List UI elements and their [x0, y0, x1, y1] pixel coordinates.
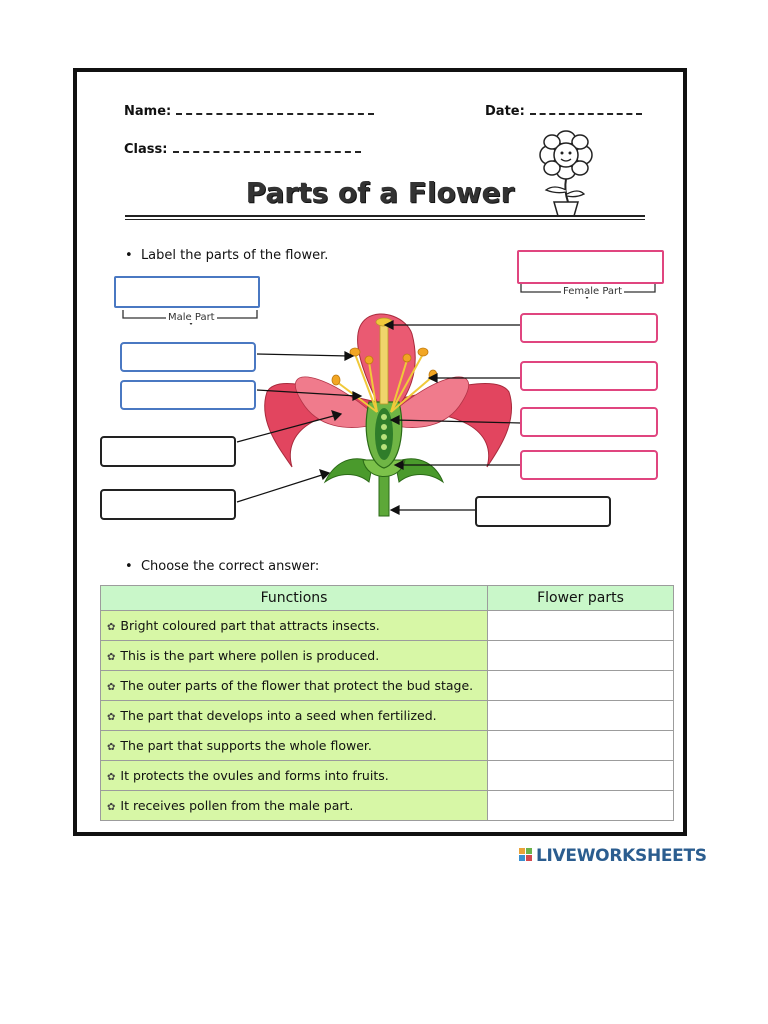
answer-box-female-2[interactable] [520, 361, 658, 391]
answer-box-female-part-title[interactable] [517, 250, 664, 284]
function-cell: ✿ The outer parts of the flower that protect the bud stage. [101, 671, 488, 701]
answer-cell[interactable] [488, 641, 674, 671]
flower-bullet-icon: ✿ [107, 742, 116, 753]
answer-box-male-part-title[interactable] [114, 276, 260, 308]
answer-box-male-2[interactable] [120, 380, 256, 410]
table-row [101, 701, 674, 731]
answer-box-male-1[interactable] [120, 342, 256, 372]
function-cell: ✿ The part that supports the whole flower. [101, 731, 488, 761]
ovule [381, 444, 387, 450]
liveworksheets-logo-text: LIVEWORKSHEETS [536, 846, 707, 866]
flower-bullet-icon: ✿ [107, 772, 116, 783]
function-cell: ✿ The part that develops into a seed when fertilized. [101, 701, 488, 731]
table-row [101, 611, 674, 641]
instruction-label-parts: • Label the parts of the flower. [125, 248, 329, 263]
function-cell: ✿ This is the part where pollen is produced. [101, 641, 488, 671]
answer-cell[interactable] [488, 791, 674, 821]
functions-header: Functions [101, 586, 488, 611]
flower-parts-header: Flower parts [488, 586, 674, 611]
male-part-label: Male Part [168, 312, 215, 323]
flower-bullet-icon: ✿ [107, 712, 116, 723]
ovule [381, 424, 387, 430]
flower-bullet-icon: ✿ [107, 622, 116, 633]
table-header-row [101, 586, 674, 611]
ovule [381, 414, 387, 420]
name-label: Name: [124, 104, 172, 119]
answer-cell[interactable] [488, 761, 674, 791]
liveworksheets-logo[interactable] [519, 846, 707, 866]
function-cell: ✿ It protects the ovules and forms into fruits. [101, 761, 488, 791]
date-label: Date: [485, 104, 525, 119]
answer-cell[interactable] [488, 731, 674, 761]
function-cell: ✿ Bright coloured part that attracts insects. [101, 611, 488, 641]
bullet-icon: • [125, 559, 141, 574]
answer-cell[interactable] [488, 671, 674, 701]
table-row [101, 731, 674, 761]
function-cell: ✿ It receives pollen from the male part. [101, 791, 488, 821]
page-title: Parts of a Flower [245, 176, 515, 209]
answer-box-female-4[interactable] [520, 450, 658, 480]
answer-box-left-1[interactable] [100, 436, 236, 467]
flower-bullet-icon: ✿ [107, 652, 116, 663]
answer-box-right-stem[interactable] [475, 496, 611, 527]
answer-cell[interactable] [488, 611, 674, 641]
flower-bullet-icon: ✿ [107, 682, 116, 693]
answer-box-female-1[interactable] [520, 313, 658, 343]
ovule [381, 434, 387, 440]
functions-table [100, 585, 674, 821]
answer-box-left-2[interactable] [100, 489, 236, 520]
class-label: Class: [124, 142, 168, 157]
table-row [101, 761, 674, 791]
stem [379, 472, 389, 516]
worksheet-page [73, 68, 687, 836]
answer-cell[interactable] [488, 701, 674, 731]
bullet-icon: • [125, 248, 141, 263]
flower-bullet-icon: ✿ [107, 802, 116, 813]
style [380, 322, 388, 404]
female-part-label: Female Part [563, 286, 623, 297]
instruction-choose-answer: • Choose the correct answer: [125, 559, 320, 574]
answer-box-female-3[interactable] [520, 407, 658, 437]
table-row [101, 641, 674, 671]
table-row [101, 791, 674, 821]
table-row [101, 671, 674, 701]
liveworksheets-logo-icon [519, 848, 533, 862]
